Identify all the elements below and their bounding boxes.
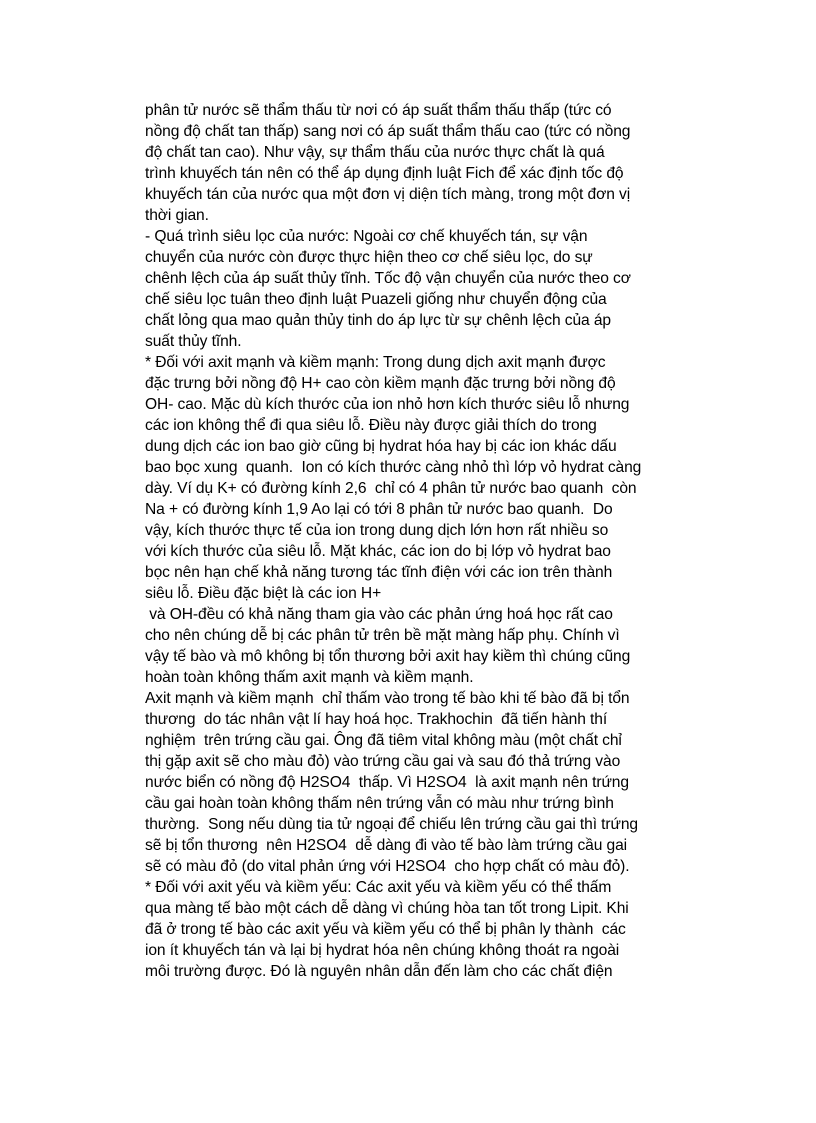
text-line: qua màng tế bào một cách dễ dàng vì chúng hòa tan tốt trong Lipit. Khi <box>145 900 629 917</box>
text-line: Na + có đường kính 1,9 Ao lại có tới 8 phân tử nước bao quanh. Do <box>145 501 613 518</box>
text-line: ion ít khuyếch tán và lại bị hydrat hóa nên chúng không thoát ra ngoài <box>145 942 620 959</box>
text-line: thời gian. <box>145 207 209 224</box>
text-line: đã ở trong tế bào các axit yếu và kiềm yếu có thể bị phân ly thành các <box>145 921 626 938</box>
text-line: môi trường được. Đó là nguyên nhân dẫn đến làm cho các chất điện <box>145 963 613 980</box>
text-line: cho nên chúng dễ bị các phân tử trên bề mặt màng hấp phụ. Chính vì <box>145 627 620 644</box>
text-line: và OH-đều có khả năng tham gia vào các phản ứng hoá học rất cao <box>145 606 613 623</box>
text-line: * Đối với axit yếu và kiềm yếu: Các axit yếu và kiềm yếu có thể thấm <box>145 879 612 896</box>
text-line: dày. Ví dụ K+ có đường kính 2,6 chỉ có 4 phân tử nước bao quanh còn <box>145 480 637 497</box>
text-line: sẽ bị tổn thương nên H2SO4 dễ dàng đi vào tế bào làm trứng cầu gai <box>145 837 628 854</box>
text-line: OH- cao. Mặc dù kích thước của ion nhỏ hơn kích thước siêu lỗ nhưng <box>145 396 630 413</box>
text-line: sẽ có màu đỏ (do vital phản ứng với H2SO4 cho hợp chất có màu đỏ). <box>145 858 630 875</box>
text-line: phân tử nước sẽ thẩm thấu từ nơi có áp suất thẩm thấu thấp (tức có <box>145 102 612 119</box>
text-line: siêu lỗ. Điều đặc biệt là các ion H+ <box>145 585 382 602</box>
text-line: các ion không thể đi qua siêu lỗ. Điều này được giải thích do trong <box>145 417 597 434</box>
text-line: bọc nên hạn chế khả năng tương tác tĩnh điện với các ion trên thành <box>145 564 613 581</box>
text-line: vậy tế bào và mô không bị tổn thương bởi axit hay kiềm thì chúng cũng <box>145 648 631 665</box>
text-line: bao bọc xung quanh. Ion có kích thước càng nhỏ thì lớp vỏ hydrat càng <box>145 459 642 476</box>
text-line: thương do tác nhân vật lí hay hoá học. Trakhochin đã tiến hành thí <box>145 711 608 728</box>
text-line: với kích thước của siêu lỗ. Mặt khác, các ion do bị lớp vỏ hydrat bao <box>145 543 611 560</box>
text-line: vậy, kích thước thực tế của ion trong dung dịch lớn hơn rất nhiều so <box>145 522 609 539</box>
text-line: độ chất tan cao). Như vậy, sự thẩm thấu của nước thực chất là quá <box>145 144 605 161</box>
text-line: cầu gai hoàn toàn không thấm nên trứng vẫn có màu như trứng bình <box>145 795 614 812</box>
text-line: trình khuyếch tán nên có thể áp dụng định luật Fich để xác định tốc độ <box>145 165 624 182</box>
text-line: chất lỏng qua mao quản thủy tinh do áp lực từ sự chênh lệch của áp <box>145 312 611 329</box>
text-line: dung dịch các ion bao giờ cũng bị hydrat hóa hay bị các ion khác dấu <box>145 438 617 455</box>
text-line: khuyếch tán của nước qua một đơn vị diện tích màng, trong một đơn vị <box>145 186 631 203</box>
text-line: Axit mạnh và kiềm mạnh chỉ thấm vào trong tế bào khi tế bào đã bị tổn <box>145 690 630 707</box>
text-line: thị gặp axit sẽ cho màu đỏ) vào trứng cầu gai và sau đó thả trứng vào <box>145 753 621 770</box>
text-line: - Quá trình siêu lọc của nước: Ngoài cơ chế khuyếch tán, sự vận <box>145 228 588 245</box>
text-line: nồng độ chất tan thấp) sang nơi có áp suất thẩm thấu cao (tức có nồng <box>145 123 631 140</box>
text-line: * Đối với axit mạnh và kiềm mạnh: Trong dung dịch axit mạnh được <box>145 354 606 371</box>
text-line: đặc trưng bởi nồng độ H+ cao còn kiềm mạnh đặc trưng bởi nồng độ <box>145 375 616 392</box>
text-line: suất thủy tĩnh. <box>145 333 242 350</box>
text-line: nước biển có nồng độ H2SO4 thấp. Vì H2SO4 là axit mạnh nên trứng <box>145 774 629 791</box>
text-line: nghiệm trên trứng cầu gai. Ông đã tiêm vital không màu (một chất chỉ <box>145 732 622 749</box>
text-line: chuyển của nước còn được thực hiện theo cơ chế siêu lọc, do sự <box>145 249 593 266</box>
text-line: thường. Song nếu dùng tia tử ngoại để chiếu lên trứng cầu gai thì trứng <box>145 816 638 833</box>
text-line: hoàn toàn không thấm axit mạnh và kiềm mạnh. <box>145 669 474 686</box>
text-line: chế siêu lọc tuân theo định luật Puazeli giống như chuyển động của <box>145 291 607 308</box>
text-line: chênh lệch của áp suất thủy tĩnh. Tốc độ vận chuyển của nước theo cơ <box>145 270 631 287</box>
document-page <box>145 100 705 982</box>
